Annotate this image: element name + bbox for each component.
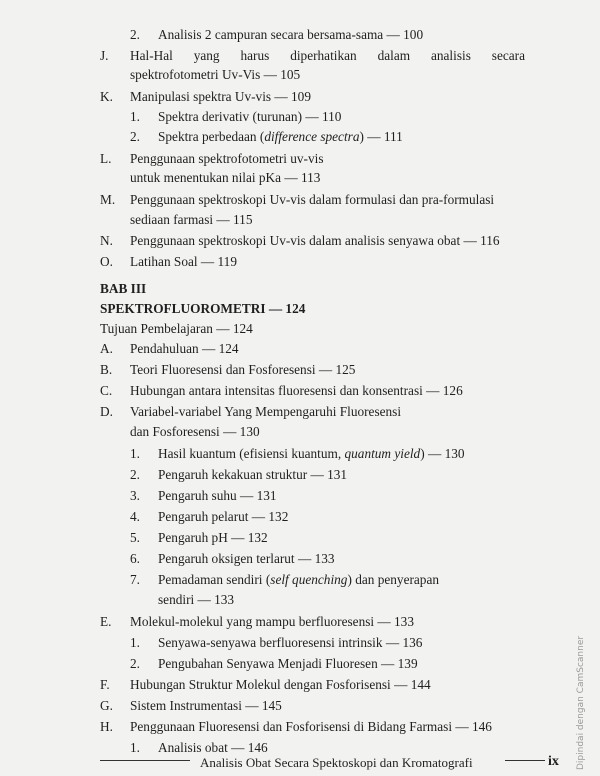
entry-label: 4. bbox=[130, 509, 140, 524]
toc-entry bbox=[130, 108, 341, 126]
entry-text: Pengubahan Senyawa Menjadi Fluoresen — 139 bbox=[158, 656, 418, 671]
entry-text: Manipulasi spektra Uv-vis — 109 bbox=[130, 89, 311, 104]
entry-text: Hasil kuantum (efisiensi kuantum, quantum yield) — 130 bbox=[158, 446, 465, 461]
entry-text: Pengaruh pelarut — 132 bbox=[158, 509, 289, 524]
footer-rule-right bbox=[505, 760, 545, 761]
entry-text: spektrofotometri Uv-Vis — 105 bbox=[130, 67, 301, 82]
toc-entry bbox=[130, 655, 418, 673]
entry-label: 2. bbox=[130, 129, 140, 144]
entry-text: Spektra perbedaan (difference spectra) — 111 bbox=[158, 129, 403, 144]
entry-label: B. bbox=[100, 362, 113, 377]
toc-entry-continuation bbox=[130, 211, 252, 229]
entry-text: Variabel-variabel Yang Mempengaruhi Fluoresensi bbox=[130, 404, 402, 419]
toc-entry-continuation bbox=[130, 169, 320, 187]
toc-entry bbox=[100, 150, 324, 168]
entry-label: 2. bbox=[130, 467, 140, 482]
entry-label: 2. bbox=[130, 656, 140, 671]
entry-text: Hubungan antara intensitas fluoresensi dan konsentrasi — 126 bbox=[130, 383, 463, 398]
toc-entry bbox=[130, 466, 347, 484]
toc-entry-continuation bbox=[130, 423, 260, 441]
toc-entry-continuation bbox=[130, 66, 300, 84]
scanner-watermark bbox=[572, 600, 596, 770]
toc-entry bbox=[100, 718, 492, 736]
entry-text: Penggunaan Fluoresensi dan Fosforisensi di Bidang Farmasi — 146 bbox=[130, 719, 492, 734]
toc-entry bbox=[130, 487, 277, 505]
toc-entry bbox=[100, 697, 282, 715]
toc-entry bbox=[130, 445, 465, 463]
footer-page-number: ix bbox=[548, 754, 559, 769]
entry-label: G. bbox=[100, 698, 113, 713]
entry-text: Latihan Soal — 119 bbox=[130, 254, 237, 269]
entry-label: 1. bbox=[130, 635, 140, 650]
entry-label: 7. bbox=[130, 572, 140, 587]
chapter-title: SPEKTROFLUOROMETRI — 124 bbox=[100, 301, 306, 316]
toc-entry bbox=[100, 676, 431, 694]
toc-entry bbox=[100, 47, 525, 65]
toc-entry bbox=[130, 529, 268, 547]
toc-entry bbox=[100, 361, 355, 379]
toc-entry bbox=[100, 340, 239, 358]
entry-label: A. bbox=[100, 341, 113, 356]
entry-label: C. bbox=[100, 383, 113, 398]
entry-label: N. bbox=[100, 233, 113, 248]
entry-text: Pemadaman sendiri (self quenching) dan penyerapan bbox=[158, 572, 440, 587]
entry-label: K. bbox=[100, 89, 113, 104]
entry-label: F. bbox=[100, 677, 110, 692]
entry-text: Penggunaan spektrofotometri uv-vis bbox=[130, 151, 324, 166]
toc-entry-continuation bbox=[158, 591, 234, 609]
entry-text: sediaan farmasi — 115 bbox=[130, 212, 253, 227]
entry-label: E. bbox=[100, 614, 112, 629]
entry-text: Pengaruh oksigen terlarut — 133 bbox=[158, 551, 335, 566]
entry-label: 5. bbox=[130, 530, 140, 545]
footer-book-title: Analisis Obat Secara Spektoskopi dan Kromatografi bbox=[200, 755, 473, 770]
scanner-watermark-text: Dipindai dengan CamScanner bbox=[576, 635, 586, 770]
entry-text: Analisis 2 campuran secara bersama-sama — 100 bbox=[158, 27, 424, 42]
entry-label: 1. bbox=[130, 740, 140, 755]
entry-text: Hal-Hal yang harus diperhatikan dalam analisis secara bbox=[130, 48, 525, 63]
entry-text: Analisis obat — 146 bbox=[158, 740, 268, 755]
toc-entry bbox=[130, 128, 403, 146]
toc-entry bbox=[100, 382, 463, 400]
entry-text: Penggunaan spektroskopi Uv-vis dalam analisis senyawa obat — 116 bbox=[130, 233, 500, 248]
chapter-label: BAB III bbox=[100, 281, 147, 296]
entry-text: Molekul-molekul yang mampu berfluoresensi — 133 bbox=[130, 614, 414, 629]
toc-entry bbox=[100, 88, 311, 106]
entry-text: untuk menentukan nilai pKa — 113 bbox=[130, 170, 321, 185]
entry-text: Pengaruh suhu — 131 bbox=[158, 488, 277, 503]
toc-entry bbox=[100, 191, 494, 209]
entry-text: Pengaruh pH — 132 bbox=[158, 530, 268, 545]
toc-entry bbox=[100, 403, 401, 421]
toc-entry bbox=[130, 550, 335, 568]
entry-text: Teori Fluoresensi dan Fosforesensi — 125 bbox=[130, 362, 356, 377]
entry-text: sendiri — 133 bbox=[158, 592, 235, 607]
toc-entry bbox=[130, 571, 439, 589]
entry-text: Pengaruh kekakuan struktur — 131 bbox=[158, 467, 348, 482]
entry-text: dan Fosforesensi — 130 bbox=[130, 424, 260, 439]
entry-label: M. bbox=[100, 192, 116, 207]
entry-label: J. bbox=[100, 48, 109, 63]
entry-label: 3. bbox=[130, 488, 140, 503]
toc-entry bbox=[130, 26, 423, 44]
entry-label: H. bbox=[100, 719, 113, 734]
entry-text: Spektra derivativ (turunan) — 110 bbox=[158, 109, 342, 124]
entry-label: D. bbox=[100, 404, 113, 419]
entry-label: 2. bbox=[130, 27, 140, 42]
entry-label: O. bbox=[100, 254, 113, 269]
entry-label: 1. bbox=[130, 109, 140, 124]
toc-entry bbox=[100, 232, 500, 250]
toc-entry bbox=[100, 613, 414, 631]
entry-text: Sistem Instrumentasi — 145 bbox=[130, 698, 282, 713]
entry-label: L. bbox=[100, 151, 112, 166]
footer-rule-left bbox=[100, 760, 190, 761]
entry-text: Penggunaan spektroskopi Uv-vis dalam formulasi dan pra-formulasi bbox=[130, 192, 495, 207]
toc-entry bbox=[130, 634, 422, 652]
entry-text: Pendahuluan — 124 bbox=[130, 341, 239, 356]
toc-entry: Tujuan Pembelajaran — 124 bbox=[100, 321, 253, 336]
toc-entry bbox=[130, 508, 288, 526]
entry-label: 6. bbox=[130, 551, 140, 566]
entry-label: 1. bbox=[130, 446, 140, 461]
toc-entry bbox=[100, 253, 237, 271]
entry-text: Senyawa-senyawa berfluoresensi intrinsik — 136 bbox=[158, 635, 423, 650]
entry-text: Hubungan Struktur Molekul dengan Fosforisensi — 144 bbox=[130, 677, 431, 692]
